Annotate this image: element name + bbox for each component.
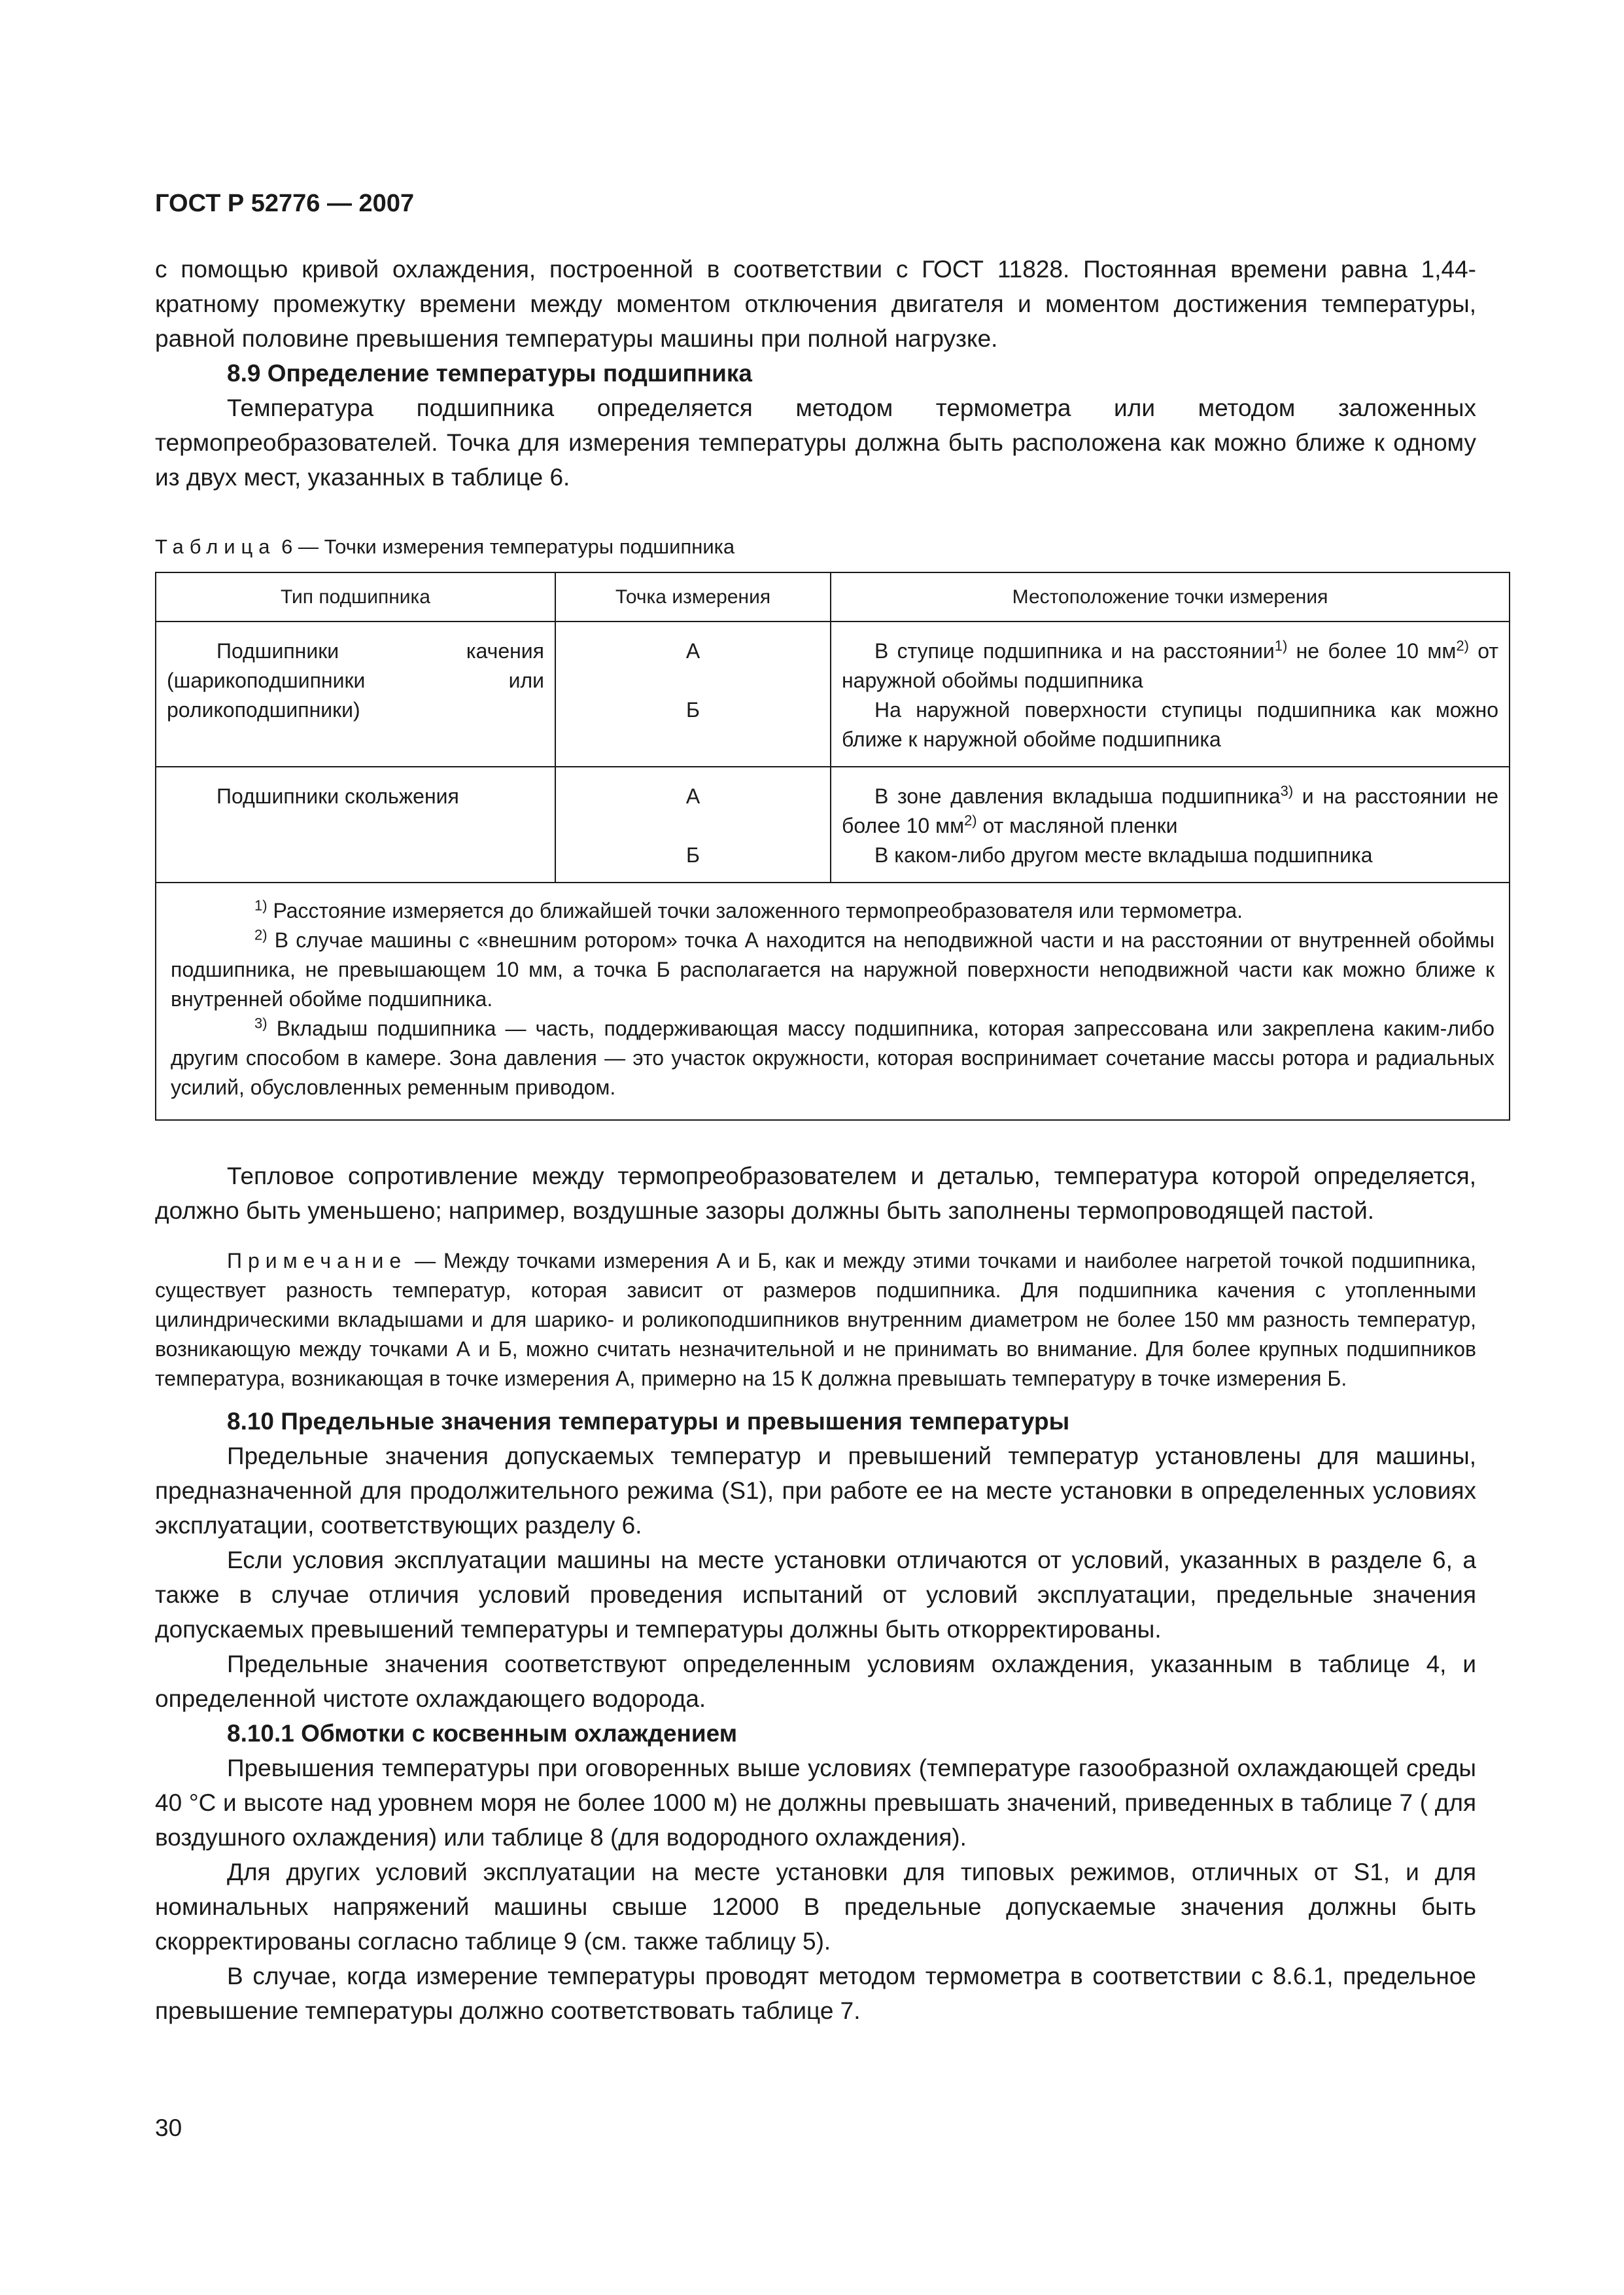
section-heading-8-10: 8.10 Предельные значения температуры и превышения температуры bbox=[227, 1408, 1070, 1435]
footnote-text: Вкладыш подшипника — часть, поддерживающая массу подшипника, которая запрессована или закреплена каким-либо другим способом в камере. Зона давления — это участок окружности, которая воспринимает сочетание массы ротора и радиальных усилий, обусловленных ременным приводом. bbox=[171, 1017, 1494, 1099]
paragraph: Если условия эксплуатации машины на месте установки отличаются от условий, указанных в разделе 6, а также в случае отличия условий проведения испытаний от условий эксплуатации, предельные значения допускаемых превышений температуры и температуры должны быть откорректированы. bbox=[155, 1547, 1476, 1643]
bearing-type-cell: Подшипники скольжения bbox=[156, 767, 555, 883]
footnote-ref: 1) bbox=[1274, 637, 1288, 654]
footnote bbox=[171, 1014, 1494, 1102]
paragraph: Температура подшипника определяется методом термометра или методом заложенных термопреобразователей. Точка для измерения температуры должна быть расположена как можно ближе к одному из двух мест, указанных в таблице 6. bbox=[155, 394, 1476, 491]
table-header-cell: Местоположение точки измерения bbox=[831, 572, 1510, 622]
location-a-text: от наружной обоймы подшипника bbox=[842, 639, 1499, 692]
note-text: — Между точками измерения А и Б, как и между этими точками и наиболее нагретой точкой подшипника, существует разность температур, которая зависит от размеров подшипника. Для подшипника качения с утопленными цилиндрическими вкладышами и для шарико- и роликоподшипников внутренним диаметром не более 150 мм разность температур, возникающую между точками А и Б, можно считать незначительной и не принимать во внимание. Для более крупных подшипников температура, возникающая в точке измерения А, примерно на 15 К должна превышать температуру в точке измерения Б. bbox=[155, 1249, 1476, 1390]
footnote-ref: 3) bbox=[1280, 782, 1294, 799]
footnote-ref: 2) bbox=[964, 812, 977, 829]
footnote bbox=[171, 926, 1494, 1014]
location-a bbox=[842, 782, 1498, 841]
table-header-cell: Тип подшипника bbox=[156, 572, 555, 622]
section-heading-8-10-1: 8.10.1 Обмотки с косвенным охлаждением bbox=[227, 1720, 738, 1747]
section-heading-8-9: 8.9 Определение температуры подшипника bbox=[227, 360, 752, 387]
footnote-mark: 2) bbox=[254, 926, 268, 943]
location-a-text: от масляной пленки bbox=[976, 814, 1178, 837]
location-a-text: и на расстоянии не более 10 мм bbox=[842, 784, 1499, 837]
measurement-point-cell bbox=[555, 767, 831, 883]
table-caption-title: 6 — Точки измерения температуры подшипника bbox=[275, 535, 735, 558]
footnote bbox=[171, 896, 1494, 926]
footnote-mark: 3) bbox=[254, 1015, 268, 1032]
document-page bbox=[155, 190, 1499, 2028]
paragraph: Превышения температуры при оговоренных выше условиях (температуре газообразной охлаждающей среды 40 °С и высоте над уровнем моря не более 1000 м) не должны превышать значений, приведенных в таблице 7 ( для воздушного охлаждения) или таблице 8 (для водородного охлаждения). bbox=[155, 1755, 1476, 1851]
paragraph: Тепловое сопротивление между термопреобразователем и деталью, температура которой определяется, должно быть уменьшено; например, воздушные зазоры должны быть заполнены термопроводящей пастой. bbox=[155, 1163, 1476, 1224]
location-a-text: не более 10 мм bbox=[1287, 639, 1457, 663]
footnote-text: Расстояние измеряется до ближайшей точки заложенного термопреобразователя или термометра. bbox=[267, 899, 1243, 922]
location-cell bbox=[831, 767, 1510, 883]
paragraph: с помощью кривой охлаждения, построенной в соответствии с ГОСТ 11828. Постоянная времени равна 1,44-кратному промежутку времени между моментом отключения двигателя и моментом достижения температуры, равной половине превышения температуры машины при полной нагрузке. bbox=[155, 256, 1476, 352]
table-header-row bbox=[156, 572, 1510, 622]
spacer bbox=[566, 666, 820, 695]
location-b: На наружной поверхности ступицы подшипника как можно ближе к наружной обойме подшипника bbox=[842, 698, 1498, 751]
paragraph: Предельные значения допускаемых температур и превышений температур установлены для машины, предназначенной для продолжительного режима (S1), при работе ее на месте установки в определенных условиях эксплуатации, соответствующих разделу 6. bbox=[155, 1443, 1476, 1539]
bearing-measurement-table bbox=[155, 572, 1510, 1121]
point-a: А bbox=[685, 784, 700, 808]
measurement-point-cell bbox=[555, 622, 831, 767]
location-cell bbox=[831, 622, 1510, 767]
bearing-type-cell: Подшипники качения (шарикоподшипники или роликоподшипники) bbox=[156, 622, 555, 767]
table-footnotes bbox=[156, 883, 1510, 1120]
table-header-cell: Точка измерения bbox=[555, 572, 831, 622]
footnote-ref: 2) bbox=[1456, 637, 1469, 654]
note bbox=[155, 1246, 1476, 1393]
point-b: Б bbox=[686, 698, 700, 722]
location-a-text: В ступице подшипника и на расстоянии bbox=[874, 639, 1275, 663]
page-number: 30 bbox=[155, 2114, 182, 2141]
table-row bbox=[156, 767, 1510, 883]
paragraph: В случае, когда измерение температуры проводят методом термометра в соответствии с 8.6.1, предельное превышение температуры должно соответствовать таблице 7. bbox=[155, 1963, 1476, 2024]
table-caption bbox=[155, 533, 1476, 561]
footnote-text: В случае машины с «внешним ротором» точка А находится на неподвижной части и на расстоянии от внутренней обоймы подшипника, не превышающем 10 мм, а точка Б располагается на наружной поверхности неподвижной части как можно ближе к внутренней обойме подшипника. bbox=[171, 928, 1494, 1011]
point-a: А bbox=[685, 639, 700, 663]
table-row bbox=[156, 622, 1510, 767]
location-b: В каком-либо другом месте вкладыша подшипника bbox=[874, 843, 1373, 867]
location-a bbox=[842, 637, 1498, 695]
location-a-text: В зоне давления вкладыша подшипника bbox=[874, 784, 1281, 808]
footnote-mark: 1) bbox=[254, 897, 268, 914]
point-b: Б bbox=[686, 843, 700, 867]
paragraph: Для других условий эксплуатации на месте установки для типовых режимов, отличных от S1, и для номинальных напряжений машины свыше 12000 В предельные допускаемые значения должны быть скорректированы согласно таблице 9 (см. также таблицу 5). bbox=[155, 1859, 1476, 1955]
paragraph: Предельные значения соответствуют определенным условиям охлаждения, указанным в таблице 4, и определенной чистоте охлаждающего водорода. bbox=[155, 1651, 1476, 1712]
table-caption-word: Таблица bbox=[155, 535, 276, 558]
spacer bbox=[566, 811, 820, 841]
note-label: Примечание bbox=[227, 1249, 407, 1272]
table-footnotes-row bbox=[156, 883, 1510, 1120]
document-header: ГОСТ Р 52776 — 2007 bbox=[155, 190, 415, 217]
